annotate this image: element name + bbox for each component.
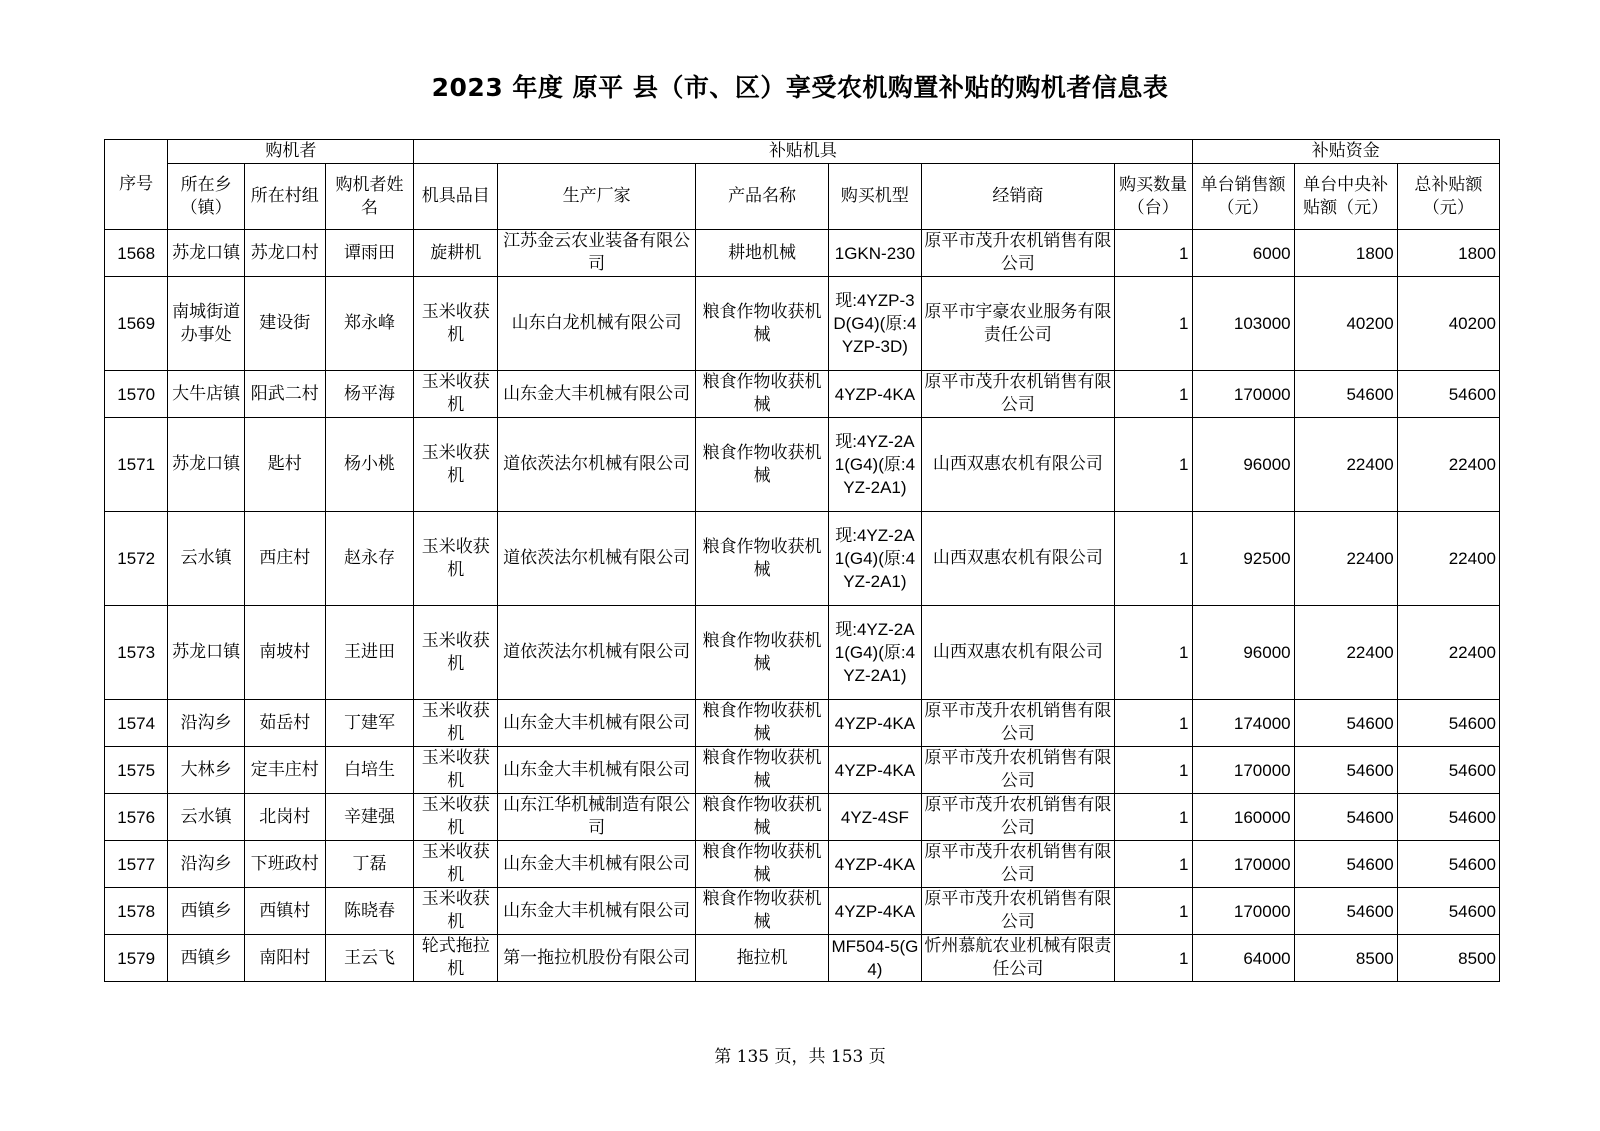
cell-product: 粮食作物收获机械 — [696, 418, 829, 512]
cell-village: 建设街 — [244, 277, 325, 371]
cell-qty: 1 — [1114, 371, 1192, 418]
header-group-fund: 补贴资金 — [1192, 140, 1500, 164]
header-seq: 序号 — [105, 140, 168, 230]
cell-unit-price: 170000 — [1192, 747, 1294, 794]
cell-town: 苏龙口镇 — [168, 230, 245, 277]
cell-dealer: 原平市茂升农机销售有限公司 — [921, 230, 1114, 277]
cell-seq: 1569 — [105, 277, 168, 371]
header-dealer: 经销商 — [921, 164, 1114, 230]
cell-manufacturer: 山东金大丰机械有限公司 — [498, 371, 696, 418]
cell-dealer: 原平市茂升农机销售有限公司 — [921, 794, 1114, 841]
cell-buyer-name: 杨小桃 — [325, 418, 414, 512]
cell-buyer-name: 丁建军 — [325, 700, 414, 747]
cell-category: 玉米收获机 — [414, 277, 498, 371]
cell-village: 阳武二村 — [244, 371, 325, 418]
cell-buyer-name: 谭雨田 — [325, 230, 414, 277]
cell-town: 大林乡 — [168, 747, 245, 794]
cell-category: 玉米收获机 — [414, 700, 498, 747]
header-product: 产品名称 — [696, 164, 829, 230]
cell-product: 粮食作物收获机械 — [696, 747, 829, 794]
cell-unit-subsidy: 54600 — [1294, 794, 1397, 841]
subsidy-table — [104, 139, 1500, 982]
table-row — [105, 371, 1500, 418]
cell-dealer: 山西双惠农机有限公司 — [921, 418, 1114, 512]
cell-qty: 1 — [1114, 606, 1192, 700]
cell-seq: 1571 — [105, 418, 168, 512]
cell-qty: 1 — [1114, 700, 1192, 747]
cell-town: 苏龙口镇 — [168, 418, 245, 512]
cell-model: 4YZP-4KA — [828, 747, 921, 794]
cell-unit-price: 103000 — [1192, 277, 1294, 371]
cell-unit-subsidy: 8500 — [1294, 935, 1397, 982]
page-footer: 第 135 页，共 153 页 — [714, 1047, 886, 1067]
header-town: 所在乡（镇） — [168, 164, 245, 230]
cell-town: 云水镇 — [168, 794, 245, 841]
cell-total-subsidy: 54600 — [1397, 841, 1499, 888]
table-row — [105, 606, 1500, 700]
cell-village: 下班政村 — [244, 841, 325, 888]
cell-category: 玉米收获机 — [414, 888, 498, 935]
cell-manufacturer: 山东白龙机械有限公司 — [498, 277, 696, 371]
cell-town: 西镇乡 — [168, 888, 245, 935]
cell-unit-price: 160000 — [1192, 794, 1294, 841]
cell-qty: 1 — [1114, 418, 1192, 512]
cell-buyer-name: 丁磊 — [325, 841, 414, 888]
cell-total-subsidy: 1800 — [1397, 230, 1499, 277]
cell-total-subsidy: 54600 — [1397, 371, 1499, 418]
cell-town: 沿沟乡 — [168, 841, 245, 888]
cell-manufacturer: 山东金大丰机械有限公司 — [498, 747, 696, 794]
cell-buyer-name: 郑永峰 — [325, 277, 414, 371]
cell-village: 南阳村 — [244, 935, 325, 982]
cell-dealer: 原平市茂升农机销售有限公司 — [921, 747, 1114, 794]
cell-unit-price: 170000 — [1192, 888, 1294, 935]
cell-manufacturer: 山东江华机械制造有限公司 — [498, 794, 696, 841]
cell-model: 4YZ-4SF — [828, 794, 921, 841]
cell-village: 茹岳村 — [244, 700, 325, 747]
cell-qty: 1 — [1114, 841, 1192, 888]
cell-unit-price: 174000 — [1192, 700, 1294, 747]
cell-manufacturer: 道依茨法尔机械有限公司 — [498, 606, 696, 700]
cell-product: 拖拉机 — [696, 935, 829, 982]
cell-product: 粮食作物收获机械 — [696, 700, 829, 747]
cell-unit-price: 170000 — [1192, 371, 1294, 418]
cell-category: 玉米收获机 — [414, 794, 498, 841]
cell-qty: 1 — [1114, 747, 1192, 794]
cell-unit-price: 6000 — [1192, 230, 1294, 277]
cell-manufacturer: 山东金大丰机械有限公司 — [498, 700, 696, 747]
cell-village: 西镇村 — [244, 888, 325, 935]
cell-product: 粮食作物收获机械 — [696, 512, 829, 606]
header-group-machine: 补贴机具 — [414, 140, 1192, 164]
header-group-row — [105, 140, 1500, 164]
cell-unit-price: 96000 — [1192, 606, 1294, 700]
cell-category: 旋耕机 — [414, 230, 498, 277]
cell-model: 1GKN-230 — [828, 230, 921, 277]
cell-dealer: 忻州慕航农业机械有限责任公司 — [921, 935, 1114, 982]
cell-model: 4YZP-4KA — [828, 371, 921, 418]
cell-seq: 1570 — [105, 371, 168, 418]
cell-qty: 1 — [1114, 512, 1192, 606]
cell-model: 4YZP-4KA — [828, 841, 921, 888]
cell-unit-subsidy: 40200 — [1294, 277, 1397, 371]
cell-dealer: 原平市宇豪农业服务有限责任公司 — [921, 277, 1114, 371]
cell-unit-subsidy: 1800 — [1294, 230, 1397, 277]
cell-seq: 1575 — [105, 747, 168, 794]
cell-model: 现:4YZ-2A1(G4)(原:4YZ-2A1) — [828, 418, 921, 512]
cell-town: 南城街道办事处 — [168, 277, 245, 371]
cell-buyer-name: 杨平海 — [325, 371, 414, 418]
cell-dealer: 原平市茂升农机销售有限公司 — [921, 371, 1114, 418]
header-category: 机具品目 — [414, 164, 498, 230]
table-row — [105, 794, 1500, 841]
cell-buyer-name: 王云飞 — [325, 935, 414, 982]
cell-category: 轮式拖拉机 — [414, 935, 498, 982]
cell-model: 现:4YZ-2A1(G4)(原:4YZ-2A1) — [828, 512, 921, 606]
cell-town: 苏龙口镇 — [168, 606, 245, 700]
cell-seq: 1572 — [105, 512, 168, 606]
header-unit-subsidy: 单台中央补贴额（元） — [1294, 164, 1397, 230]
cell-product: 耕地机械 — [696, 230, 829, 277]
cell-seq: 1576 — [105, 794, 168, 841]
cell-seq: 1578 — [105, 888, 168, 935]
cell-category: 玉米收获机 — [414, 418, 498, 512]
cell-total-subsidy: 40200 — [1397, 277, 1499, 371]
cell-model: MF504-5(G4) — [828, 935, 921, 982]
cell-dealer: 原平市茂升农机销售有限公司 — [921, 888, 1114, 935]
cell-category: 玉米收获机 — [414, 747, 498, 794]
cell-seq: 1568 — [105, 230, 168, 277]
table-row — [105, 747, 1500, 794]
cell-manufacturer: 山东金大丰机械有限公司 — [498, 888, 696, 935]
cell-qty: 1 — [1114, 888, 1192, 935]
cell-unit-subsidy: 22400 — [1294, 512, 1397, 606]
cell-seq: 1577 — [105, 841, 168, 888]
cell-dealer: 原平市茂升农机销售有限公司 — [921, 700, 1114, 747]
cell-model: 现:4YZP-3D(G4)(原:4YZP-3D) — [828, 277, 921, 371]
cell-dealer: 原平市茂升农机销售有限公司 — [921, 841, 1114, 888]
cell-buyer-name: 陈晓春 — [325, 888, 414, 935]
cell-qty: 1 — [1114, 794, 1192, 841]
cell-total-subsidy: 22400 — [1397, 512, 1499, 606]
cell-seq: 1579 — [105, 935, 168, 982]
cell-product: 粮食作物收获机械 — [696, 888, 829, 935]
cell-category: 玉米收获机 — [414, 512, 498, 606]
cell-town: 云水镇 — [168, 512, 245, 606]
table-row — [105, 888, 1500, 935]
cell-total-subsidy: 54600 — [1397, 794, 1499, 841]
header-buyer-name: 购机者姓名 — [325, 164, 414, 230]
cell-town: 西镇乡 — [168, 935, 245, 982]
table-row — [105, 277, 1500, 371]
cell-manufacturer: 江苏金云农业装备有限公司 — [498, 230, 696, 277]
header-column-row — [105, 164, 1500, 230]
cell-unit-price: 96000 — [1192, 418, 1294, 512]
table-row — [105, 512, 1500, 606]
cell-product: 粮食作物收获机械 — [696, 606, 829, 700]
cell-product: 粮食作物收获机械 — [696, 277, 829, 371]
cell-seq: 1573 — [105, 606, 168, 700]
cell-unit-price: 170000 — [1192, 841, 1294, 888]
cell-manufacturer: 道依茨法尔机械有限公司 — [498, 512, 696, 606]
cell-seq: 1574 — [105, 700, 168, 747]
cell-total-subsidy: 8500 — [1397, 935, 1499, 982]
header-group-buyer: 购机者 — [168, 140, 414, 164]
cell-buyer-name: 白培生 — [325, 747, 414, 794]
cell-qty: 1 — [1114, 277, 1192, 371]
table-row — [105, 230, 1500, 277]
cell-village: 北岗村 — [244, 794, 325, 841]
header-qty: 购买数量（台） — [1114, 164, 1192, 230]
cell-unit-subsidy: 54600 — [1294, 841, 1397, 888]
cell-manufacturer: 第一拖拉机股份有限公司 — [498, 935, 696, 982]
cell-unit-price: 92500 — [1192, 512, 1294, 606]
cell-manufacturer: 道依茨法尔机械有限公司 — [498, 418, 696, 512]
cell-model: 现:4YZ-2A1(G4)(原:4YZ-2A1) — [828, 606, 921, 700]
table-row — [105, 841, 1500, 888]
cell-dealer: 山西双惠农机有限公司 — [921, 512, 1114, 606]
header-model: 购买机型 — [828, 164, 921, 230]
cell-village: 南坡村 — [244, 606, 325, 700]
cell-buyer-name: 赵永存 — [325, 512, 414, 606]
table-row — [105, 935, 1500, 982]
header-manufacturer: 生产厂家 — [498, 164, 696, 230]
cell-town: 大牛店镇 — [168, 371, 245, 418]
cell-dealer: 山西双惠农机有限公司 — [921, 606, 1114, 700]
cell-total-subsidy: 54600 — [1397, 747, 1499, 794]
cell-unit-subsidy: 54600 — [1294, 888, 1397, 935]
cell-category: 玉米收获机 — [414, 371, 498, 418]
cell-unit-subsidy: 54600 — [1294, 700, 1397, 747]
cell-unit-price: 64000 — [1192, 935, 1294, 982]
cell-product: 粮食作物收获机械 — [696, 794, 829, 841]
cell-village: 苏龙口村 — [244, 230, 325, 277]
header-unit-price: 单台销售额（元） — [1192, 164, 1294, 230]
cell-town: 沿沟乡 — [168, 700, 245, 747]
cell-qty: 1 — [1114, 935, 1192, 982]
table-row — [105, 418, 1500, 512]
cell-village: 定丰庄村 — [244, 747, 325, 794]
cell-category: 玉米收获机 — [414, 841, 498, 888]
cell-model: 4YZP-4KA — [828, 888, 921, 935]
table-row — [105, 700, 1500, 747]
cell-unit-subsidy: 54600 — [1294, 747, 1397, 794]
cell-total-subsidy: 54600 — [1397, 700, 1499, 747]
cell-manufacturer: 山东金大丰机械有限公司 — [498, 841, 696, 888]
cell-total-subsidy: 54600 — [1397, 888, 1499, 935]
cell-unit-subsidy: 22400 — [1294, 606, 1397, 700]
header-total-subsidy: 总补贴额（元） — [1397, 164, 1499, 230]
cell-buyer-name: 王进田 — [325, 606, 414, 700]
cell-village: 西庄村 — [244, 512, 325, 606]
cell-unit-subsidy: 22400 — [1294, 418, 1397, 512]
cell-total-subsidy: 22400 — [1397, 606, 1499, 700]
cell-village: 匙村 — [244, 418, 325, 512]
cell-model: 4YZP-4KA — [828, 700, 921, 747]
cell-buyer-name: 辛建强 — [325, 794, 414, 841]
cell-total-subsidy: 22400 — [1397, 418, 1499, 512]
cell-qty: 1 — [1114, 230, 1192, 277]
header-village: 所在村组 — [244, 164, 325, 230]
cell-category: 玉米收获机 — [414, 606, 498, 700]
cell-product: 粮食作物收获机械 — [696, 841, 829, 888]
page-title: 2023 年度 原平 县（市、区）享受农机购置补贴的购机者信息表 — [431, 73, 1169, 102]
cell-product: 粮食作物收获机械 — [696, 371, 829, 418]
cell-unit-subsidy: 54600 — [1294, 371, 1397, 418]
